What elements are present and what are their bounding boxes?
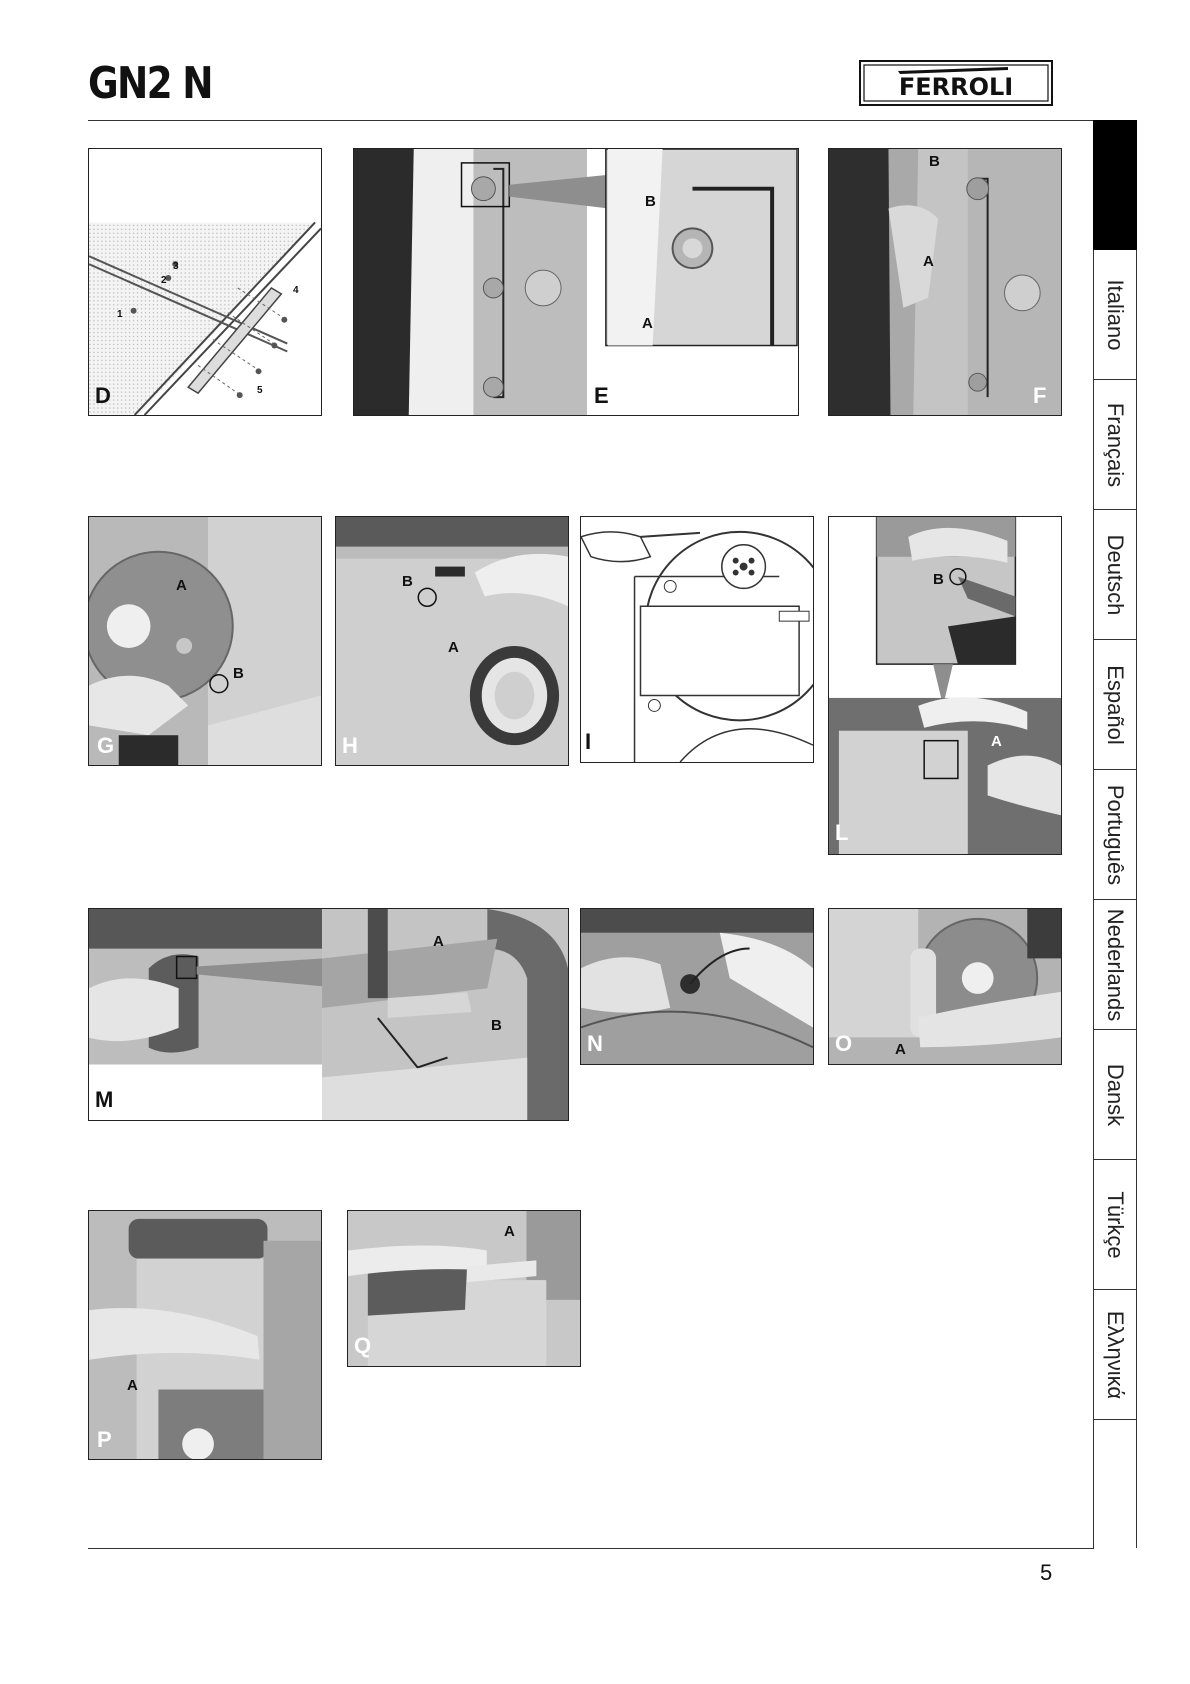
figure-letter: N xyxy=(587,1031,603,1056)
callout-a: A xyxy=(895,1041,906,1058)
figure-letter: D xyxy=(95,383,111,408)
document-title: GN2 N xyxy=(88,58,212,109)
figure-l xyxy=(828,516,1062,855)
figure-f xyxy=(828,148,1062,416)
figure-g xyxy=(88,516,322,766)
figure-m xyxy=(88,908,569,1121)
tab-deutsch[interactable]: Deutsch xyxy=(1093,510,1137,640)
figure-p xyxy=(88,1210,322,1460)
callout-b: B xyxy=(491,1017,502,1034)
svg-text:FERROLI: FERROLI xyxy=(898,73,1014,101)
figure-letter: E xyxy=(594,383,609,408)
tab-francais[interactable]: Français xyxy=(1093,380,1137,510)
tab-italiano[interactable]: Italiano xyxy=(1093,250,1137,380)
figure-e xyxy=(353,148,799,416)
tab-nederlands[interactable]: Nederlands xyxy=(1093,900,1137,1030)
callout-b: B xyxy=(645,193,656,210)
figure-letter: H xyxy=(342,733,358,758)
tab-espanol[interactable]: Español xyxy=(1093,640,1137,770)
callout-a: A xyxy=(923,253,934,270)
callout-a: A xyxy=(642,315,653,332)
figure-letter: Q xyxy=(354,1333,372,1358)
figure-letter: G xyxy=(97,733,115,758)
callout-a: A xyxy=(504,1223,515,1240)
callout-a: A xyxy=(176,577,187,594)
figure-letter: M xyxy=(95,1087,114,1112)
figure-h xyxy=(335,516,569,766)
figure-i xyxy=(580,516,814,763)
figure-letter: O xyxy=(835,1031,853,1056)
figure-letter: F xyxy=(1033,383,1047,408)
callout-4: 4 xyxy=(293,285,299,296)
callout-a: A xyxy=(127,1377,138,1394)
figure-d xyxy=(88,148,322,416)
ferroli-logo xyxy=(858,59,1054,107)
callout-b: B xyxy=(402,573,413,590)
callout-5: 5 xyxy=(257,385,263,396)
page-number: 5 xyxy=(1040,1560,1053,1585)
callout-b: B xyxy=(929,153,940,170)
figure-letter: L xyxy=(835,820,849,845)
figure-letter: I xyxy=(585,729,592,754)
figure-o xyxy=(828,908,1062,1065)
tab-turkce[interactable]: Türkçe xyxy=(1093,1160,1137,1290)
callout-a: A xyxy=(433,933,444,950)
header-rule xyxy=(88,120,1094,121)
callout-b: B xyxy=(233,665,244,682)
tab-dansk[interactable]: Dansk xyxy=(1093,1030,1137,1160)
figure-letter: P xyxy=(97,1427,112,1452)
callout-1: 1 xyxy=(117,309,123,320)
callout-a: A xyxy=(448,639,459,656)
callout-b: B xyxy=(933,571,944,588)
footer-rule xyxy=(88,1548,1094,1549)
language-tab-active-block xyxy=(1093,120,1137,250)
callout-a: A xyxy=(991,733,1002,750)
figure-q xyxy=(347,1210,581,1367)
figure-n xyxy=(580,908,814,1065)
callout-3: 3 xyxy=(173,261,179,272)
tab-portugues[interactable]: Português xyxy=(1093,770,1137,900)
callout-2: 2 xyxy=(161,275,167,286)
tab-ellinika[interactable]: Ελληνικά xyxy=(1093,1290,1137,1420)
